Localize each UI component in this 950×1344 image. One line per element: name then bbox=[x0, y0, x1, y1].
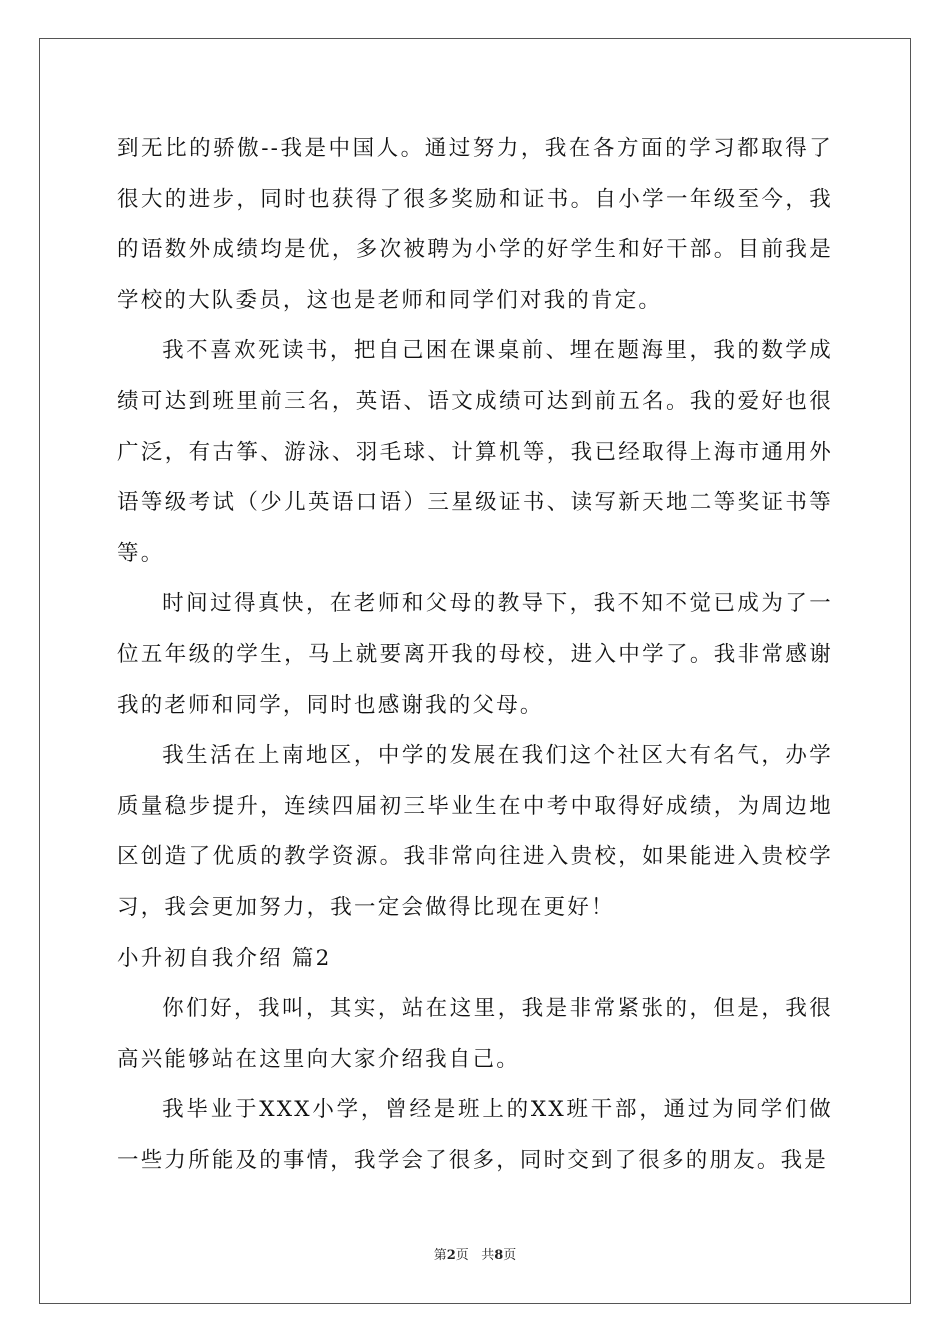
paragraph-5: 你们好，我叫，其实，站在这里，我是非常紧张的，但是，我很高兴能够站在这里向大家介绍我自己。 bbox=[117, 996, 833, 1072]
paragraph-3: 时间过得真快，在老师和父母的教导下，我不知不觉已成为了一位五年级的学生，马上就要离开我的母校，进入中学了。我非常感谢我的老师和同学，同时也感谢我的父母。 bbox=[117, 591, 833, 718]
page-footer bbox=[0, 1244, 950, 1263]
footer-page-prefix: 第 bbox=[433, 1248, 447, 1263]
footer-total-prefix: 共 bbox=[481, 1248, 495, 1263]
footer-total-suffix: 页 bbox=[503, 1248, 517, 1263]
document-body bbox=[117, 124, 833, 1186]
paragraph-4: 我生活在上南地区，中学的发展在我们这个社区大有名气，办学质量稳步提升，连续四届初三毕业生在中考中取得好成绩，为周边地区创造了优质的教学资源。我非常向往进入贵校，如果能进入贵校学习，我会更加努力，我一定会做得比现在更好！ bbox=[117, 743, 833, 920]
footer-page-number: 2 bbox=[446, 1248, 456, 1263]
paragraph-2: 我不喜欢死读书，把自己困在课桌前、埋在题海里，我的数学成绩可达到班里前三名，英语、语文成绩可达到前五名。我的爱好也很广泛，有古筝、游泳、羽毛球、计算机等，我已经取得上海市通用外语等级考试（少儿英语口语）三星级证书、读写新天地二等奖证书等等。 bbox=[117, 338, 833, 566]
footer-total-pages: 8 bbox=[494, 1248, 504, 1263]
paragraph-1: 到无比的骄傲--我是中国人。通过努力，我在各方面的学习都取得了很大的进步，同时也获得了很多奖励和证书。自小学一年级至今，我的语数外成绩均是优，多次被聘为小学的好学生和好干部。目前我是学校的大队委员，这也是老师和同学们对我的肯定。 bbox=[117, 136, 833, 313]
footer-page-suffix: 页 bbox=[455, 1248, 469, 1263]
section-heading: 小升初自我介绍 篇2 bbox=[117, 945, 332, 971]
paragraph-6: 我毕业于XXX小学，曾经是班上的XX班干部，通过为同学们做一些力所能及的事情，我学会了很多，同时交到了很多的朋友。我是 bbox=[117, 1097, 833, 1173]
